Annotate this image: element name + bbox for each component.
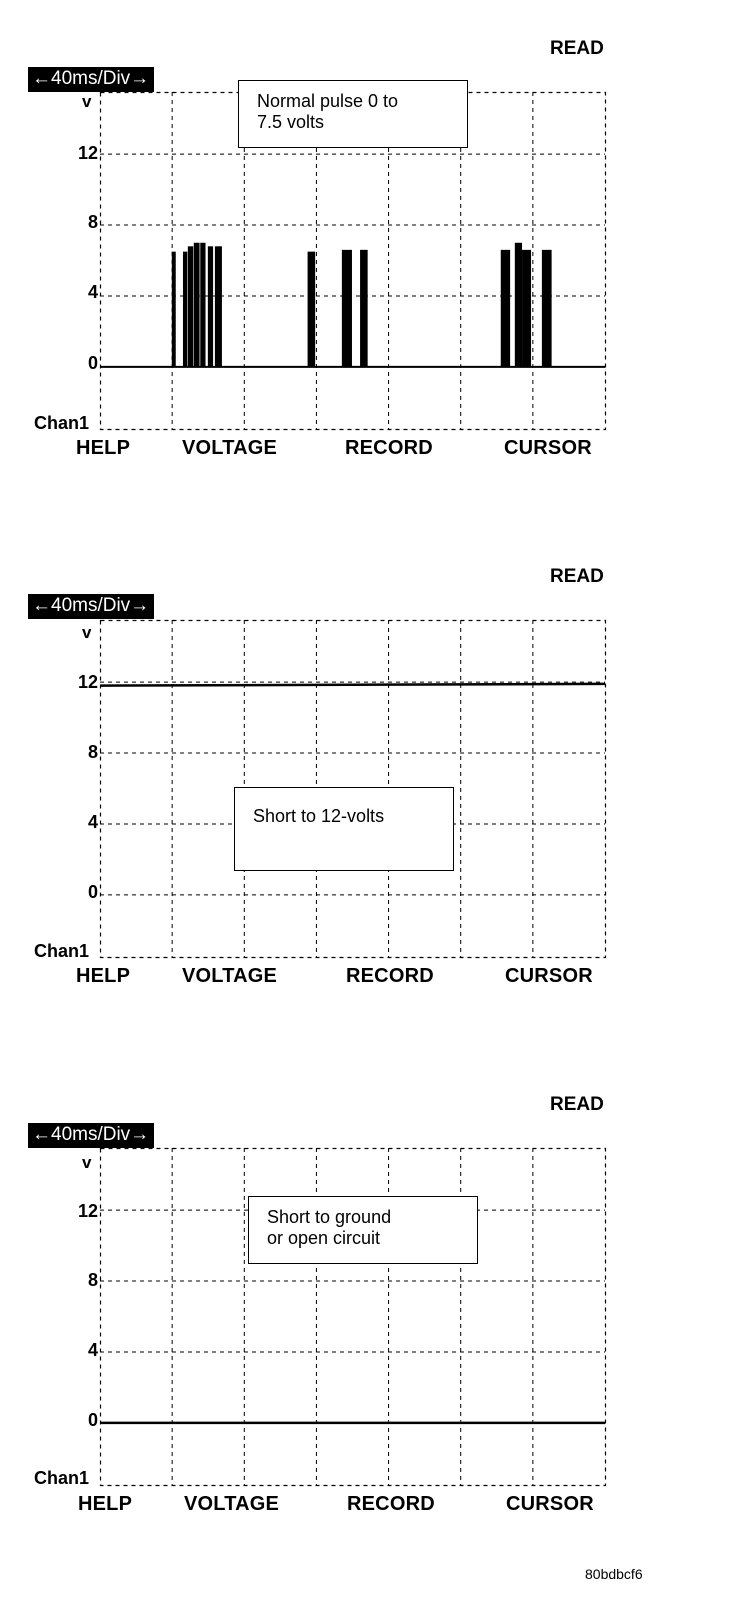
softkey-help[interactable]: HELP — [76, 965, 131, 987]
read-status: READ — [550, 1094, 604, 1115]
signal-pulse — [183, 252, 187, 367]
signal-pulse — [542, 250, 552, 367]
y-tick-0: 0 — [87, 1410, 98, 1430]
softkey-voltage[interactable]: VOLTAGE — [184, 1493, 280, 1515]
scope-panel-3 — [0, 1056, 736, 1566]
signal-pulse — [515, 243, 522, 367]
timebase-label: ←40ms/Div→ — [28, 594, 154, 619]
signal-pulse — [308, 252, 316, 367]
softkey-cursor[interactable]: CURSOR — [506, 1493, 594, 1515]
annotation-box — [248, 1196, 478, 1264]
y-axis-unit: v — [82, 92, 92, 111]
softkey-help[interactable]: HELP — [76, 437, 131, 459]
y-tick-4: 4 — [87, 812, 98, 832]
y-tick-8: 8 — [87, 742, 98, 762]
read-status: READ — [550, 566, 604, 587]
y-axis-unit: v — [82, 623, 92, 642]
annotation-box — [238, 80, 468, 148]
figure-code: 80bdbcf6 — [585, 1566, 643, 1582]
y-tick-12: 12 — [77, 672, 98, 692]
annotation-line-1: Short to 12-volts — [253, 806, 385, 826]
signal-pulse — [194, 243, 200, 367]
scope-panel-2 — [0, 528, 736, 1038]
signal-trace — [100, 684, 605, 686]
softkey-record[interactable]: RECORD — [347, 1493, 435, 1515]
y-tick-0: 0 — [87, 353, 98, 373]
signal-pulse — [172, 252, 176, 367]
softkey-voltage[interactable]: VOLTAGE — [182, 437, 278, 459]
signal-pulse — [188, 246, 193, 367]
read-status: READ — [550, 38, 604, 59]
annotation-line-1: Short to ground — [267, 1207, 392, 1227]
y-tick-12: 12 — [77, 143, 98, 163]
signal-pulse — [342, 250, 352, 367]
y-tick-4: 4 — [87, 1340, 98, 1360]
y-tick-8: 8 — [87, 1270, 98, 1290]
softkey-record[interactable]: RECORD — [345, 437, 433, 459]
annotation-line-2: or open circuit — [267, 1228, 381, 1248]
channel-label: Chan1 — [34, 941, 90, 961]
y-tick-8: 8 — [87, 212, 98, 232]
signal-pulse — [360, 250, 368, 367]
softkey-cursor[interactable]: CURSOR — [504, 437, 592, 459]
timebase-label: ←40ms/Div→ — [28, 67, 154, 92]
channel-label: Chan1 — [34, 413, 90, 433]
scope-panel-1 — [0, 0, 736, 510]
softkey-help[interactable]: HELP — [78, 1493, 133, 1515]
y-tick-4: 4 — [87, 282, 98, 302]
signal-pulse — [501, 250, 510, 367]
signal-pulse — [208, 246, 213, 367]
timebase-label: ←40ms/Div→ — [28, 1123, 154, 1148]
softkey-cursor[interactable]: CURSOR — [505, 965, 593, 987]
signal-pulse — [522, 250, 531, 367]
annotation-line-1: Normal pulse 0 to — [257, 91, 399, 111]
y-tick-0: 0 — [87, 882, 98, 902]
signal-pulse — [215, 246, 222, 367]
signal-pulse — [200, 243, 205, 367]
channel-label: Chan1 — [34, 1468, 90, 1488]
annotation-line-2: 7.5 volts — [257, 112, 325, 132]
softkey-voltage[interactable]: VOLTAGE — [182, 965, 278, 987]
softkey-record[interactable]: RECORD — [346, 965, 434, 987]
y-axis-unit: v — [82, 1153, 92, 1172]
y-tick-12: 12 — [77, 1201, 98, 1221]
annotation-box — [234, 787, 454, 871]
